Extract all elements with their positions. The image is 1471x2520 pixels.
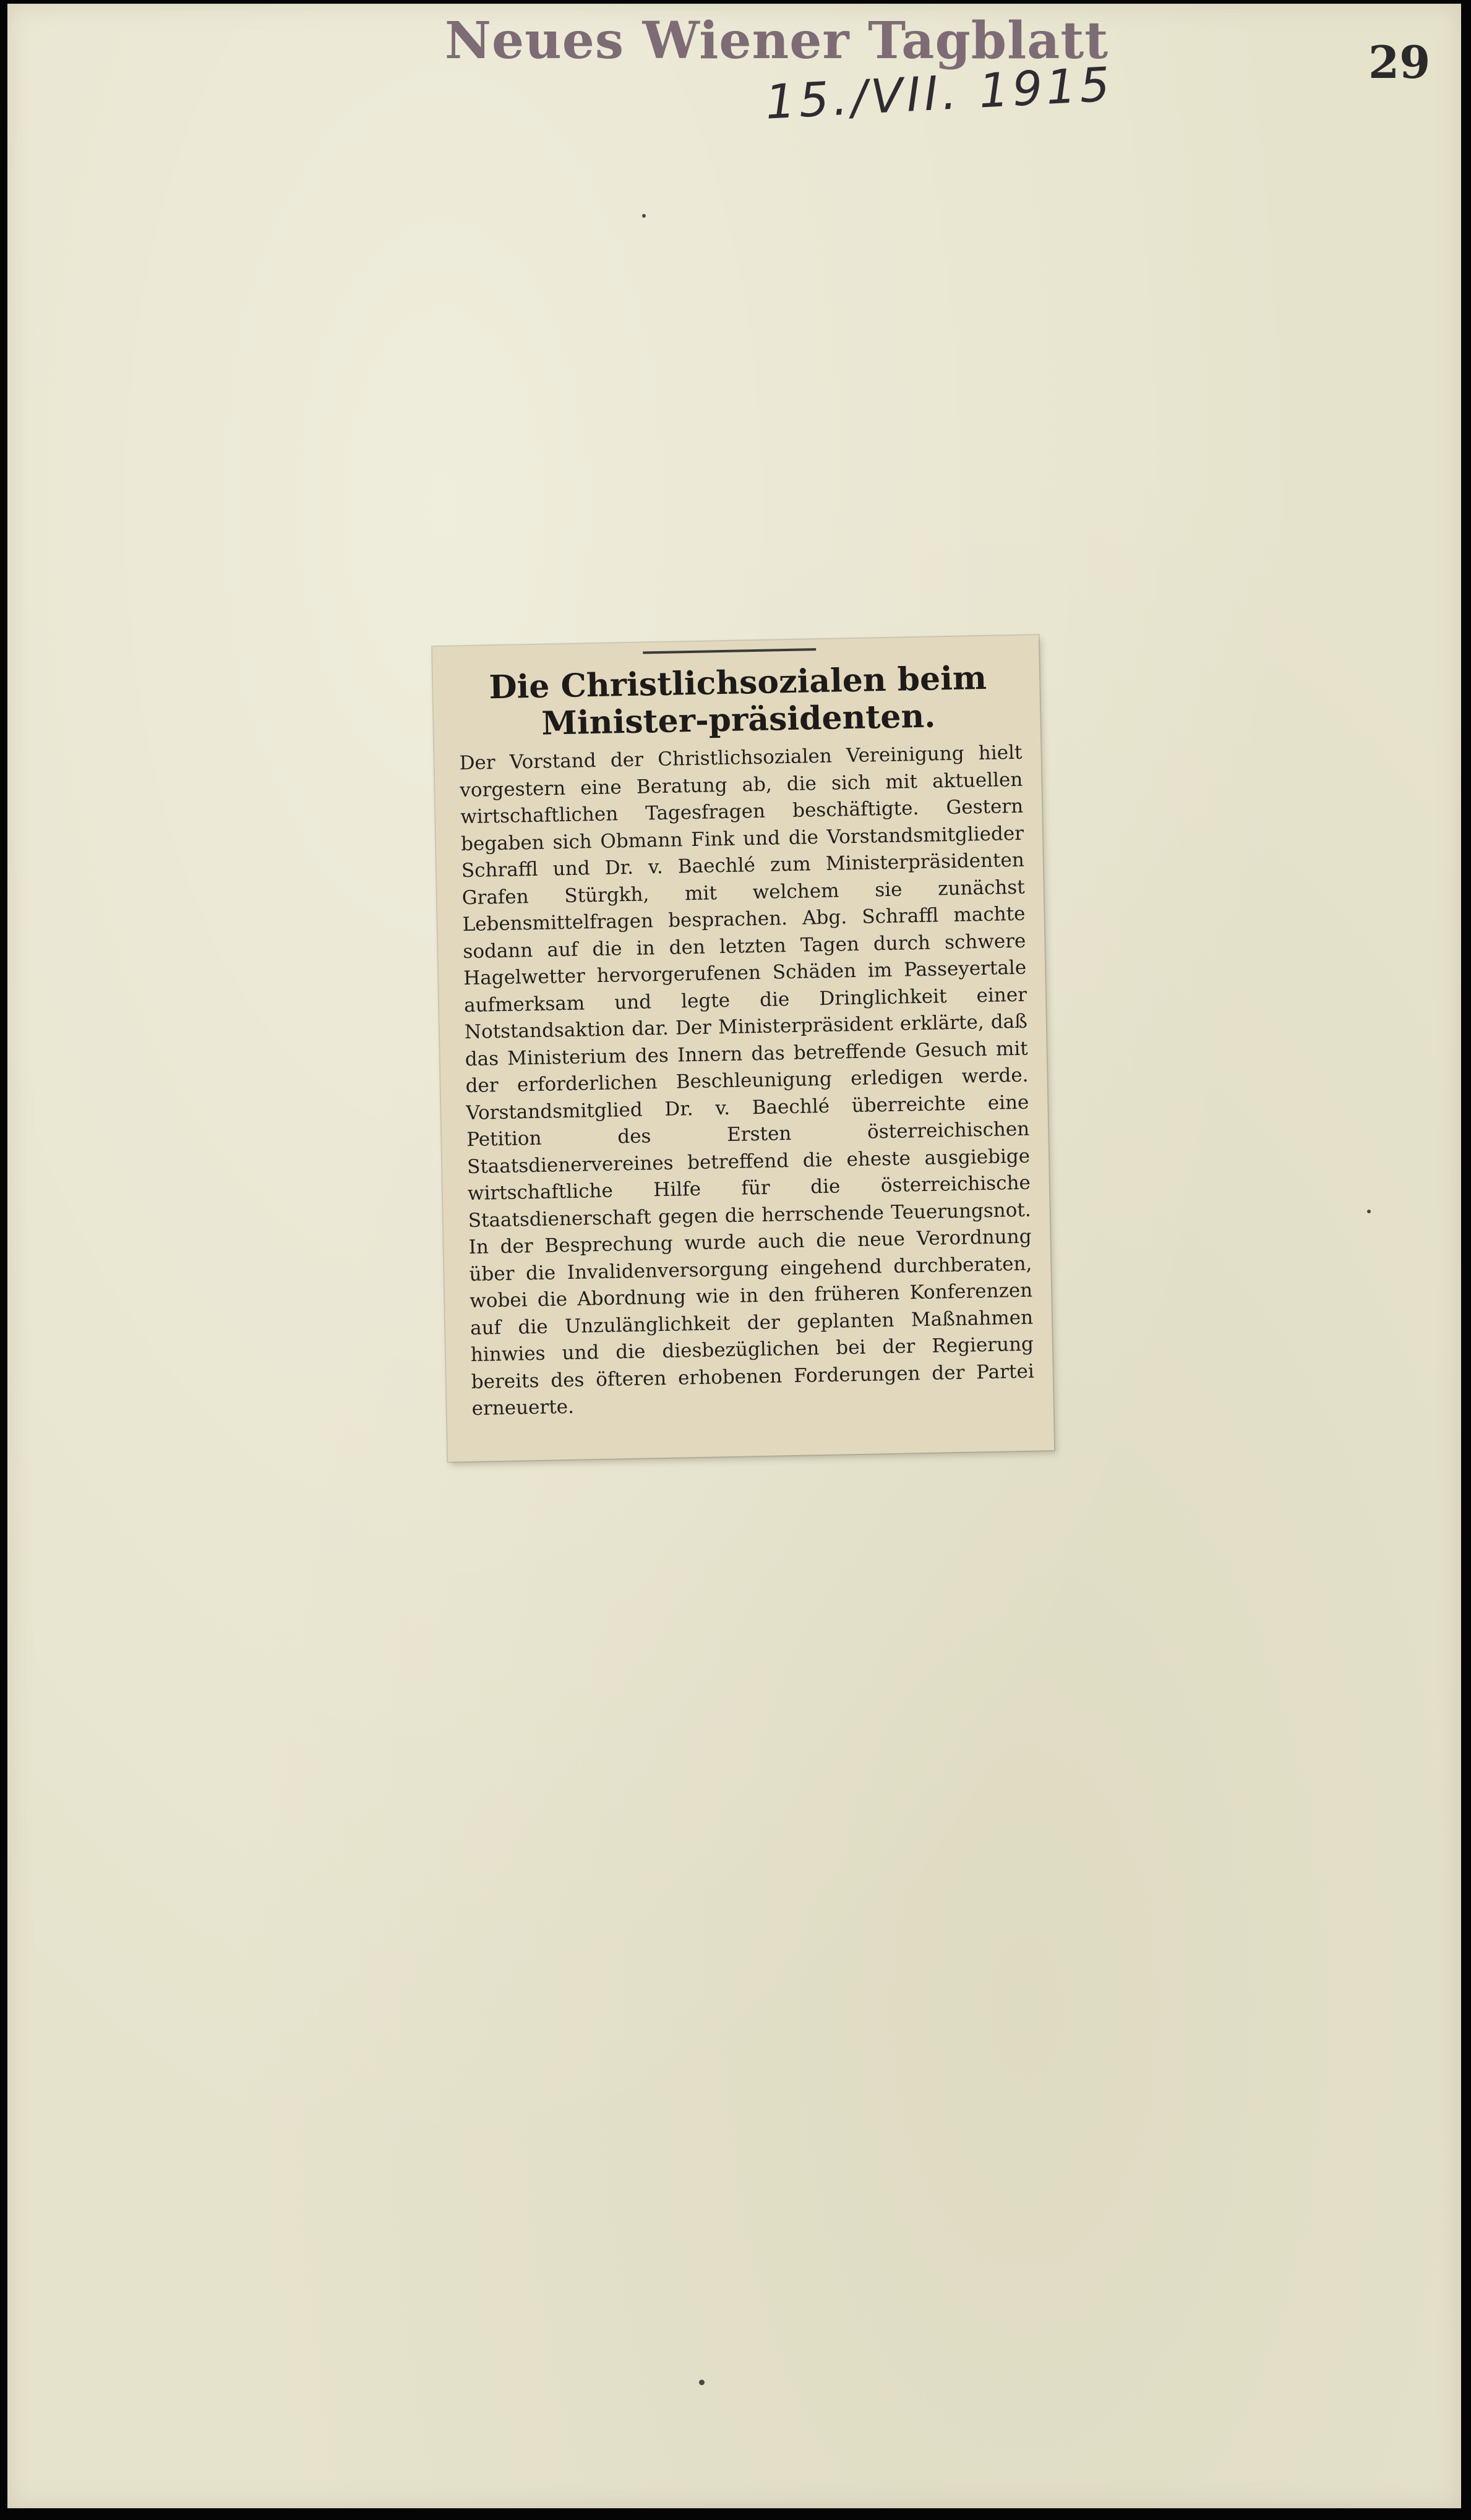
article-headline: Die Christlichsozialen beim Minister-präsidenten. (488, 659, 987, 743)
newspaper-clipping (432, 635, 1054, 1462)
article-body: Der Vorstand der Christlichsozialen Vereinigung hielt vorgestern eine Beratung ab, die sich mit aktuellen wirtschaftlichen Tagesfragen beschäftigte. Gestern begaben sich Obmann Fink und die Vorstandsmitglieder Schraffl und Dr. v. Baechlé zum Ministerpräsidenten Grafen Stürgkh, mit welchem sie zunächst Lebensmittelfragen besprachen. Abg. Schraffl machte sodann auf die in den letzten Tagen durch schwere Hagelwetter hervorgerufenen Schäden im Passeyertale aufmerksam und legte die Dringlichkeit einer Notstandsaktion dar. Der Ministerpräsident erklärte, daß das Ministerium des Innern das betreffende Gesuch mit der erforderlichen Beschleunigung erledigen werde. Vorstandsmitglied Dr. v. Baechlé überreichte eine Petition des Ersten österreichischen Staatsdienervereines betreffend die eheste ausgiebige wirtschaftliche Hilfe für die österreichische Staatsdienerschaft gegen die herrschende Teuerungsnot. In der Besprechung wurde auch die neue Verordnung über die Invalidenversorgung eingehend durchberaten, wobei die Abordnung wie in den früheren Konferenzen auf die Unzulänglichkeit der geplanten Maßnahmen hinwies und die diesbezüglichen bei der Regierung bereits des öfteren erhobenen Forderungen der Partei erneuerte. (459, 741, 1035, 1420)
newspaper-masthead-stamp: Neues Wiener Tagblatt (445, 11, 1109, 70)
clipping-top-rule (643, 648, 816, 654)
paper-speck (699, 2380, 705, 2385)
paper-speck (1367, 1210, 1371, 1213)
paper-speck (642, 214, 646, 218)
archive-page (7, 4, 1461, 2508)
page-number: 29 (1368, 36, 1431, 88)
handwritten-date: 15./VII. 1915 (764, 56, 1115, 130)
